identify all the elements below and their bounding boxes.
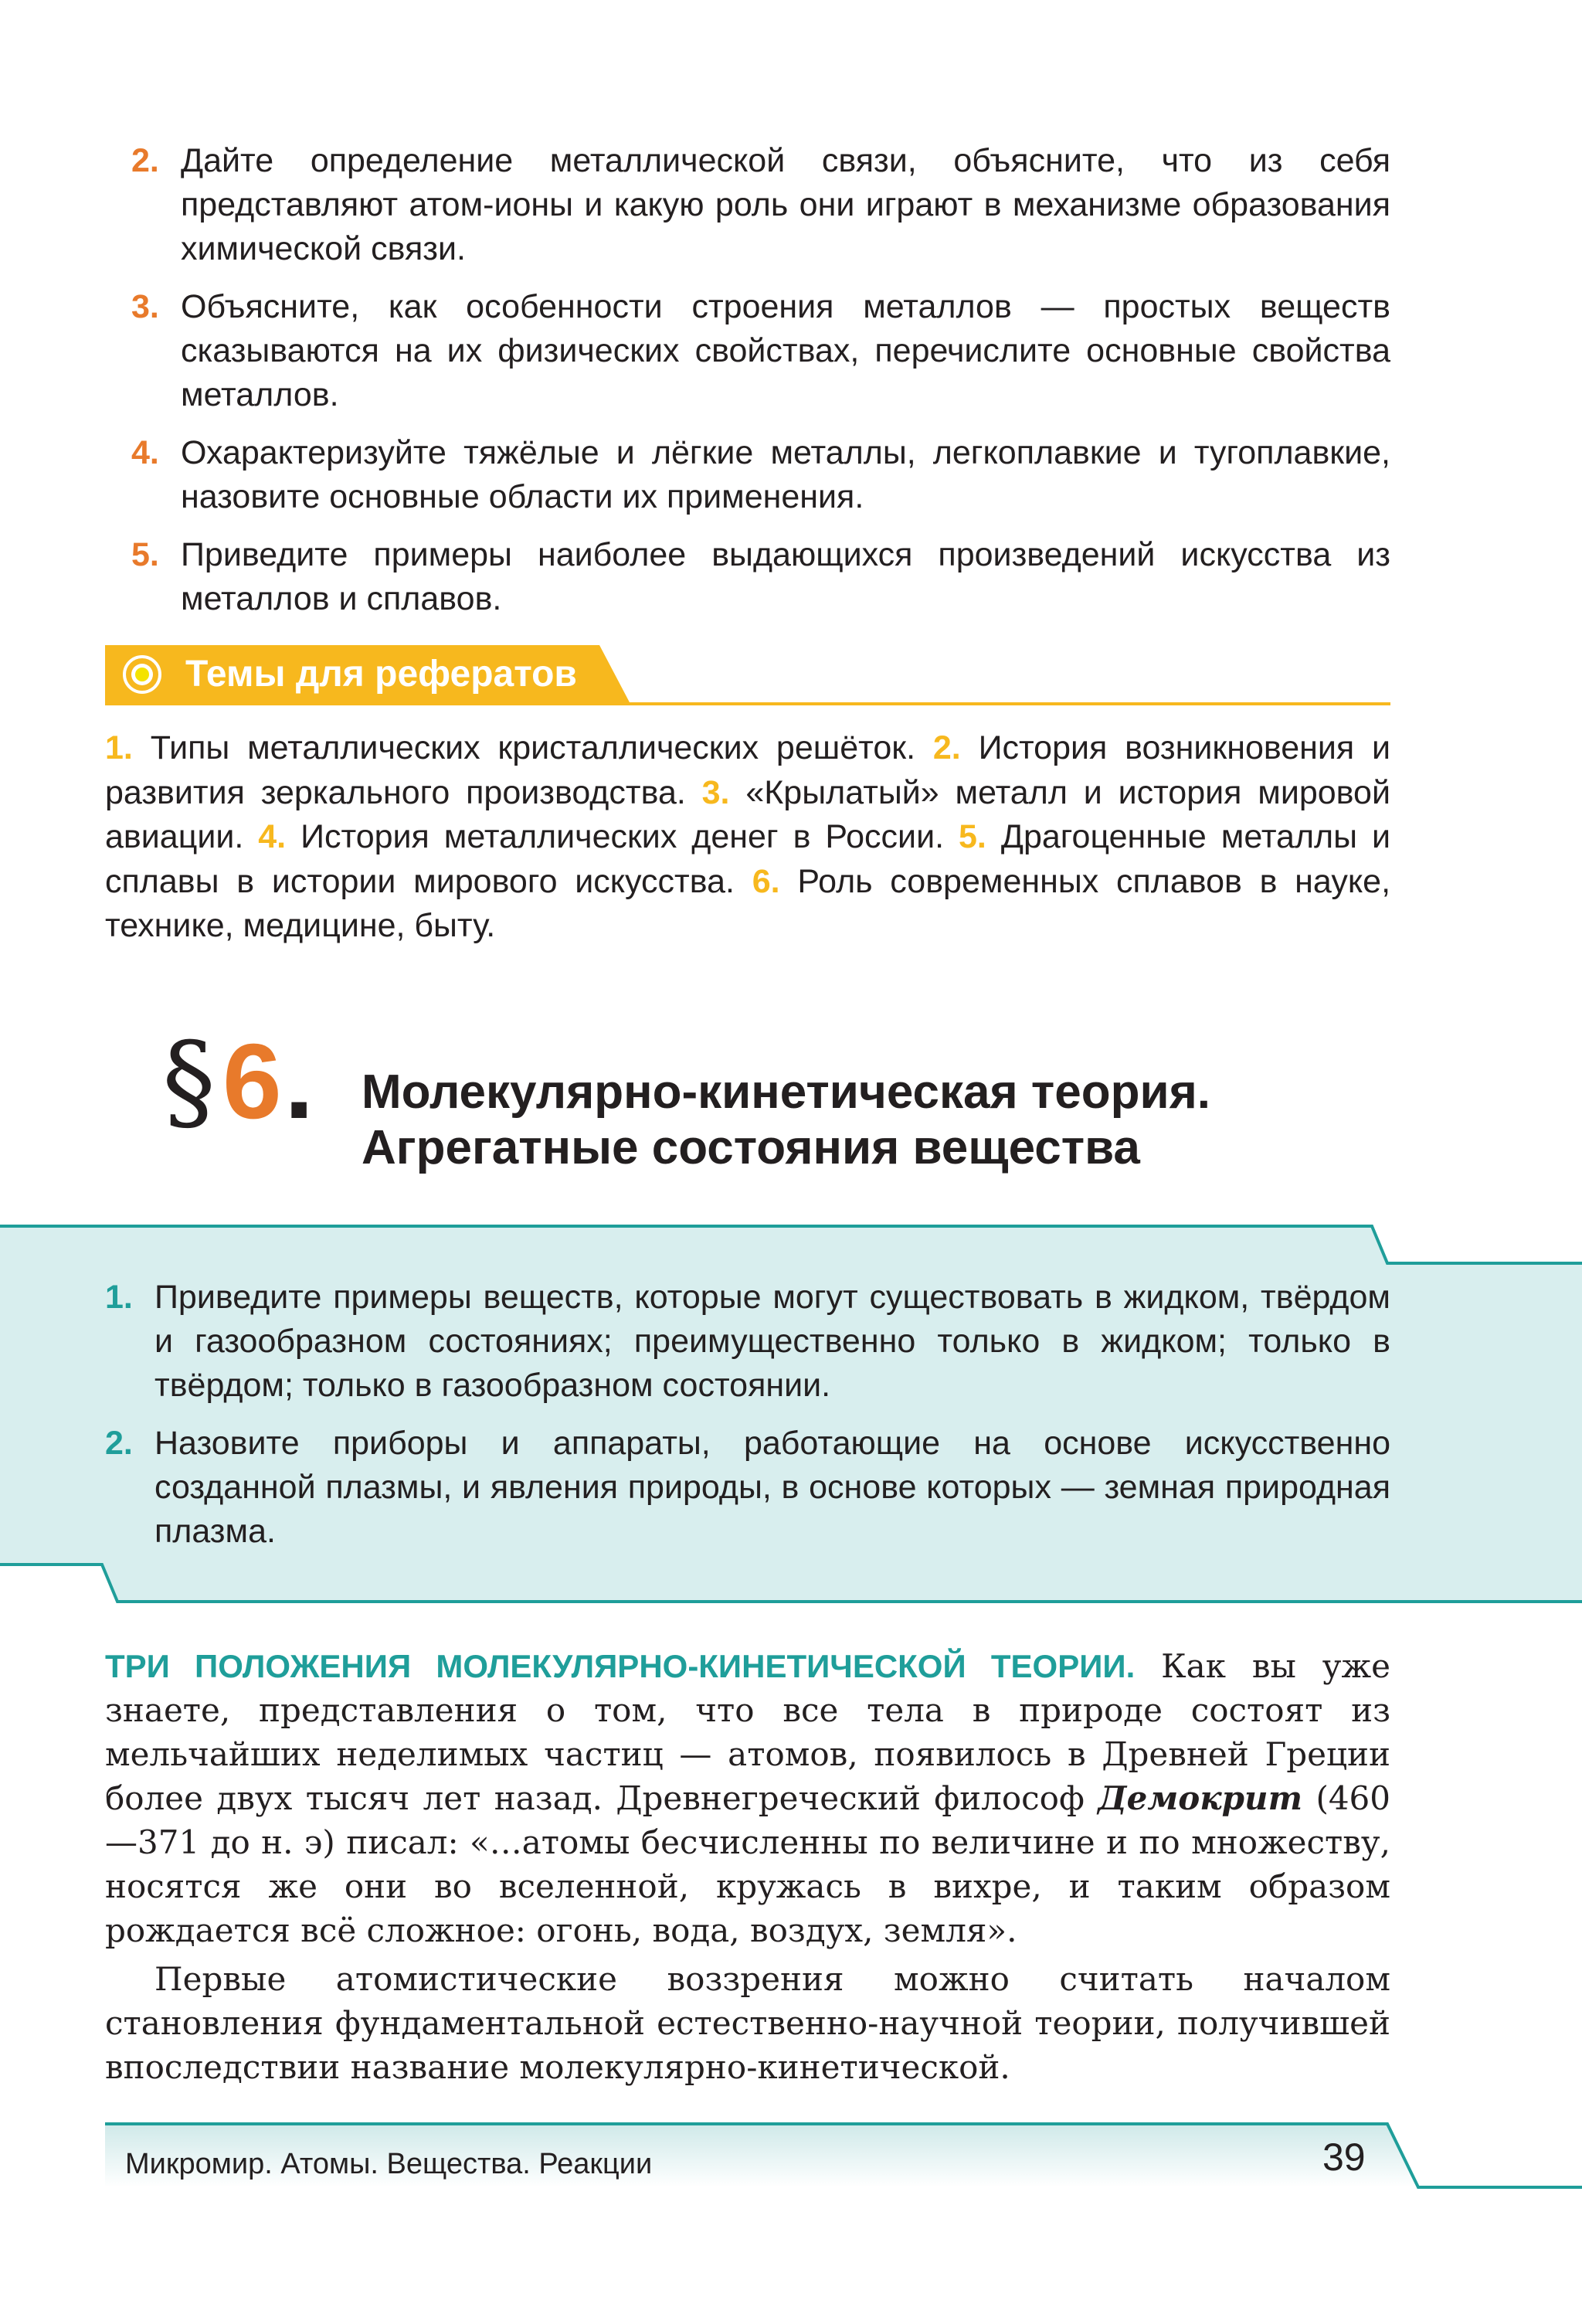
section-number-dot: . [284,1022,314,1141]
topic-number: 3. [701,773,730,811]
topic-number: 4. [258,818,287,855]
section-title [362,1065,1412,1176]
topic-text: История возникновения и развития зеркального производства. [105,729,1391,811]
topic-text: Драгоценные металлы и сплавы в истории мирового искусства. [105,818,1391,900]
section-title-line: Молекулярно-кинетическая теория. [362,1065,1211,1119]
review-questions [131,139,1390,635]
body-paragraph [105,1644,1390,1952]
question-item [131,285,1390,417]
question-number: 3. [131,288,159,325]
section-sign: § [162,1019,216,1143]
question-text: Охарактеризуйте тяжёлые и лёгкие металлы, легкоплавкие и тугоплавкие, назовите основные области их применения. [181,434,1390,515]
footer-book-title: Микромир. Атомы. Вещества. Реакции [125,2148,653,2180]
banner-underline [105,702,1390,705]
body-text-run: (460—371 до н. э) писал: «…атомы бесчисленны по величине и по множеству, носятся же они во вселенной, кружась в вихре, и таким образом рождается всё сложное: огонь, вода, воздух, земля». [105,1779,1391,1949]
essay-topics-banner [105,645,1390,707]
page-number: 39 [1322,2135,1366,2179]
question-number: 5. [131,536,159,573]
question-text: Приведите примеры наиболее выдающихся произведений искусства из металлов и сплавов. [181,536,1390,617]
warmup-question-number: 2. [105,1425,133,1462]
section-title-line: Агрегатные состояния вещества [362,1121,1140,1174]
question-item [131,533,1390,621]
question-text: Объясните, как особенности строения металлов — простых веществ сказываются на их физических свойствах, перечислите основные свойства металлов. [181,288,1390,413]
question-text: Дайте определение металлической связи, объясните, что из себя представляют атом-ионы и какую роль они играют в механизме образования химической связи. [181,142,1390,267]
essay-topics-list [105,726,1390,949]
topic-number: 6. [752,862,780,900]
section-number: 6 [222,1022,282,1141]
question-item [131,139,1390,271]
warmup-question-item [105,1422,1390,1554]
topic-number: 2. [932,729,961,766]
target-icon [122,654,162,695]
topic-number: 1. [105,729,133,766]
body-paragraph: Первые атомистические воззрения можно считать началом становления фундаментальной естественно-научной теории, получившей впоследствии название молекулярно-кинетической. [105,1960,1390,2086]
warmup-question-text: Назовите приборы и аппараты, работающие на основе искусственно созданной плазмы, и явления природы, в основе которых — земная природная плазма. [154,1425,1390,1550]
question-number: 4. [131,434,159,471]
warmup-question-number: 1. [105,1279,133,1316]
run-in-heading: ТРИ ПОЛОЖЕНИЯ МОЛЕКУЛЯРНО-КИНЕТИЧЕСКОЙ ТЕОРИИ. [105,1648,1136,1684]
topic-text: История металлических денег в России. [300,818,945,855]
body-text [105,1644,1390,2089]
question-number: 2. [131,142,159,179]
philosopher-name: Демокрит [1098,1779,1303,1817]
warmup-question-item [105,1276,1390,1408]
topic-text: Типы металлических кристаллических решёток. [150,729,916,766]
topic-text: Роль современных сплавов в науке, технике, медицине, быту. [105,862,1391,944]
topic-text: «Крылатый» металл и история мировой авиации. [105,773,1390,855]
warmup-question-text: Приведите примеры веществ, которые могут существовать в жидком, твёрдом и газообразном состояниях; преимущественно только в жидком; только в твёрдом; только в газообразном состоянии. [154,1279,1390,1404]
body-text-run: Как вы уже знаете, представления о том, что все тела в природе состоят из мельчайших неделимых частиц — атомов, появилось в Древней Греции более двух тысяч лет назад. Древнегреческий философ [105,1647,1390,1817]
topic-number: 5. [959,818,986,855]
question-item [131,431,1390,519]
warmup-questions [105,1276,1390,1568]
essay-topics-title: Темы для рефератов [185,654,577,695]
